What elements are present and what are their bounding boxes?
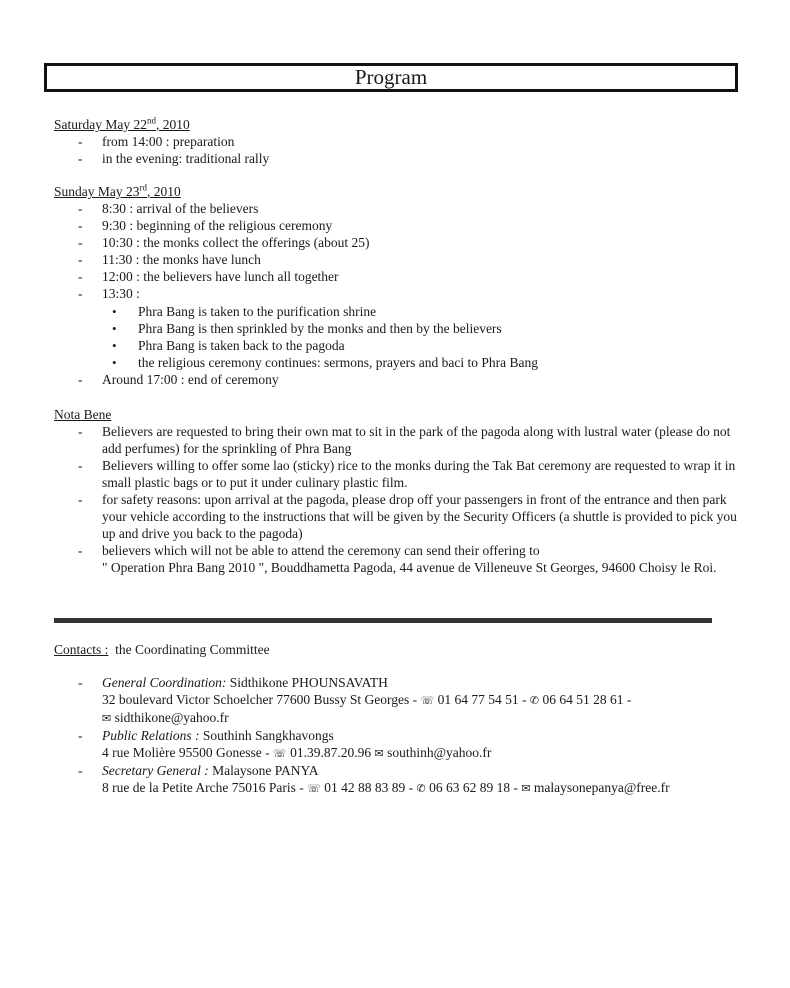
offering-address: " Operation Phra Bang 2010 ", Bouddhametta Pagoda, 44 avenue de Villeneuve St Georges, 94600 Choisy le Roi. bbox=[102, 560, 717, 575]
contact-email[interactable]: southinh@yahoo.fr bbox=[387, 745, 492, 760]
contact-address: 4 rue Molière 95500 Gonesse - bbox=[102, 745, 270, 760]
contact-mobile: 06 64 51 28 61 - bbox=[542, 692, 632, 707]
bullet-item: • Phra Bang is then sprinkled by the monks and then by the believers bbox=[54, 320, 744, 337]
list-item: - Around 17:00 : end of ceremony bbox=[54, 371, 744, 388]
contact-role: Secretary General : bbox=[102, 763, 209, 778]
list-item: - 11:30 : the monks have lunch bbox=[54, 251, 744, 268]
mobile-phone-icon: ✆ bbox=[529, 694, 540, 707]
contact-phone: 01 64 77 54 51 - bbox=[437, 692, 527, 707]
contact-name: Malaysone PANYA bbox=[212, 763, 319, 778]
contacts-heading: Contacts : bbox=[54, 642, 109, 657]
phone-icon: ☏ bbox=[420, 694, 435, 707]
list-item: - from 14:00 : preparation bbox=[54, 133, 744, 150]
contact-name: Sidthikone PHOUNSAVATH bbox=[229, 675, 388, 690]
list-item: - 12:00 : the believers have lunch all together bbox=[54, 268, 744, 285]
nota-bene-heading: Nota Bene bbox=[54, 407, 112, 422]
saturday-heading bbox=[54, 116, 744, 133]
contacts-subheading: the Coordinating Committee bbox=[115, 642, 270, 657]
offering-line: - believers which will not be able to attend the ceremony can send their offering to bbox=[102, 543, 540, 558]
page-title: Program bbox=[354, 65, 428, 89]
phone-icon: ☏ bbox=[307, 782, 321, 795]
phone-icon: ☏ bbox=[272, 747, 287, 760]
sunday-heading bbox=[54, 183, 744, 200]
list-item: - 13:30 : bbox=[54, 285, 744, 302]
contact-phone: 01.39.87.20.96 bbox=[290, 745, 372, 760]
saturday-year: , 2010 bbox=[155, 117, 190, 132]
email-icon: ✉ bbox=[521, 782, 531, 795]
list-item: - Believers are requested to bring their own mat to sit in the park of the pagoda along with lustral water (please do not add perfumes) for the sprinkling of Phra Bang bbox=[54, 423, 744, 457]
list-item: - for safety reasons: upon arrival at the pagoda, please drop off your passengers in front of the entrance and then park your vehicle according to the instructions that will be given by the Security Officers (a shuttle is provided to pick you up and drive you back to the pagoda) bbox=[54, 491, 744, 542]
saturday-date-suffix: nd bbox=[146, 115, 156, 126]
email-icon: ✉ bbox=[374, 747, 384, 760]
contact-mobile: 06 63 62 89 18 - bbox=[429, 780, 518, 795]
program-title-box bbox=[44, 63, 738, 92]
saturday-list bbox=[54, 133, 744, 167]
sunday-date-suffix: rd bbox=[139, 182, 147, 193]
list-item: - 10:30 : the monks collect the offerings (about 25) bbox=[54, 234, 744, 251]
contact-email[interactable]: sidthikone@yahoo.fr bbox=[114, 710, 229, 725]
contact-role: General Coordination: bbox=[102, 675, 227, 690]
sunday-list-end bbox=[54, 371, 744, 388]
contact-entry bbox=[54, 674, 744, 727]
contact-name: Southinh Sangkhavongs bbox=[202, 728, 334, 743]
contact-email[interactable]: malaysonepanya@free.fr bbox=[533, 780, 670, 795]
list-item: - 8:30 : arrival of the believers bbox=[54, 200, 744, 217]
saturday-section bbox=[54, 116, 744, 167]
list-item bbox=[54, 542, 744, 576]
separator-rule bbox=[54, 618, 712, 623]
list-item: - Believers willing to offer some lao (sticky) rice to the monks during the Tak Bat ceremony are requested to wrap it in small plastic bags or to put it under culinary plastic film. bbox=[54, 457, 744, 491]
sunday-year: , 2010 bbox=[147, 184, 181, 199]
bullet-item: • Phra Bang is taken to the purification shrine bbox=[54, 303, 744, 320]
sunday-section bbox=[54, 183, 744, 388]
contact-address: 32 boulevard Victor Schoelcher 77600 Bussy St Georges - bbox=[102, 692, 418, 707]
contacts-list bbox=[54, 674, 744, 797]
contact-role: Public Relations : bbox=[102, 728, 200, 743]
bullet-item: • the religious ceremony continues: sermons, prayers and baci to Phra Bang bbox=[54, 354, 744, 371]
sunday-list bbox=[54, 200, 744, 302]
mobile-phone-icon: ✆ bbox=[416, 782, 426, 795]
sunday-date: Sunday May 23 bbox=[54, 184, 140, 199]
sunday-sublist bbox=[54, 303, 744, 371]
nota-bene-list bbox=[54, 423, 744, 576]
contact-address: 8 rue de la Petite Arche 75016 Paris - bbox=[102, 780, 304, 795]
list-item: - 9:30 : beginning of the religious ceremony bbox=[54, 217, 744, 234]
email-icon: ✉ bbox=[102, 712, 112, 725]
contact-entry bbox=[54, 762, 744, 797]
nota-bene-section bbox=[54, 406, 744, 576]
contact-entry bbox=[54, 727, 744, 762]
list-item: - in the evening: traditional rally bbox=[54, 150, 744, 167]
saturday-date: Saturday May 22 bbox=[54, 117, 147, 132]
contact-phone: 01 42 88 83 89 - bbox=[324, 780, 414, 795]
bullet-item: • Phra Bang is taken back to the pagoda bbox=[54, 337, 744, 354]
contacts-section bbox=[54, 641, 744, 797]
contacts-heading-row bbox=[54, 641, 744, 658]
